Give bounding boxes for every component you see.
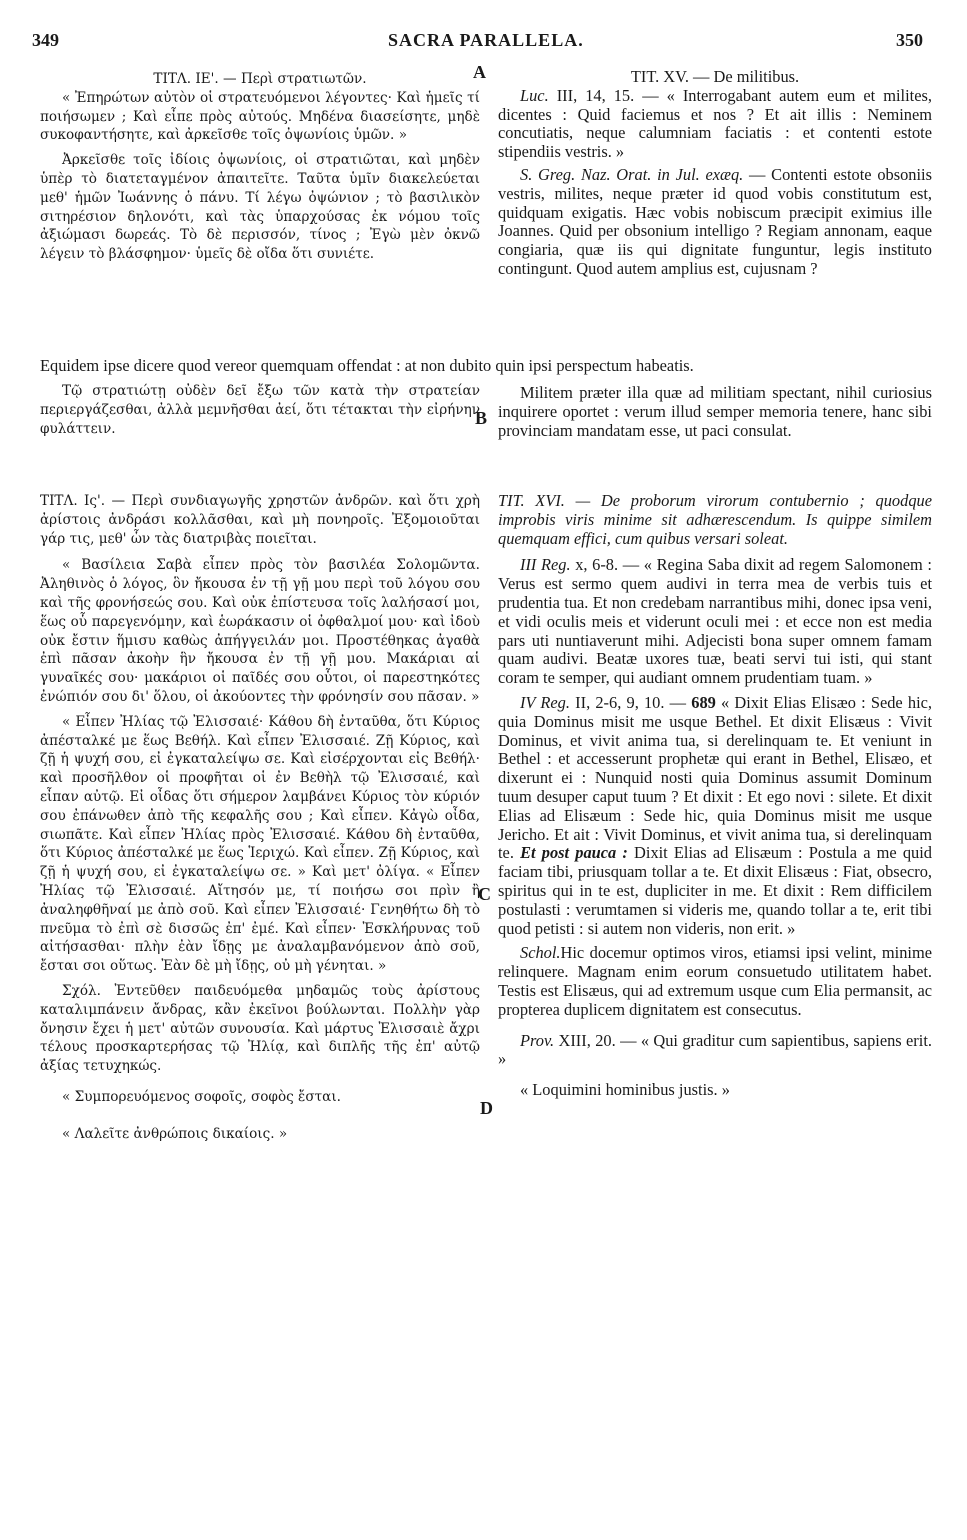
latin-elijah-text-a: « Dixit Elias Elisæo : Sede hic, quia Dominus misit me usque Bethel. Et dixit Elisæus : Vivit Dominus, et vivit anima tua, si derelinquam te. Et veniunt in Bethel : et accesserunt prophetæ qui erant in Bethel, Elisæo, et dixerunt ei : Nunquid nosti quia Dominus assumit Dominum tuum desuper caput tuum ? Et dixit : Et ego novi : silete. Et dixit Elias ad Elisæum : Sede hic, quia Dominus misit me usque Jericho. Et ait : Vivit Dominus, et vivit anima tua, si derelinquam te. xyxy=(498,692,933,863)
title-16-greek: ΤΙΤΛ. Ις'. — Περὶ συνδιαγωγῆς χρηστῶν ἀνδρῶν. καὶ ὅτι χρὴ ἀρίστοις ἀνδράσι κολλᾶσθαι, καὶ μὴ πονηροῖς. Ἐξομοιοῦται γάρ τις, μεθ' ὧν τὰς διατριβὰς ποιεῖται. xyxy=(40,493,480,547)
latin-proverb xyxy=(498,1032,932,1070)
latin-sheba-text: — « Regina Saba dixit ad regem Salomonem : Verus est sermo quem audivi in terra mea de verbis tuis et prudentia tua. Et non credebam narrantibus mihi, donec ipsa veni, et vidi oculis meis et viderunt oculi mei : et ecce non est media pars uti nuntiaverunt mihi. Adjecisti bona super omnem famam quam audivi. Beatæ uxores tuæ, beati servi tui isti, qui stant coram te semper, qui audiant omnem prudentiam tuam. » xyxy=(498,555,932,688)
ref-4-reg-num: II, 2-6, 9, 10. — xyxy=(575,692,687,712)
ref-luke: Luc. xyxy=(520,85,549,105)
latin-luke-text: — « Interrogabant autem eum et milites, dicentes : Quid faciemus et nos ? Et ait illis : Neminem concutiatis, neque calumniam faciatis : et contenti estote stipendiis vestris. » xyxy=(498,85,932,162)
margin-marker-a: A xyxy=(473,62,486,82)
greek-proverb: « Συμπορευόμενος σοφοῖς, σοφὸς ἔσται. xyxy=(62,1088,341,1105)
latin-gregory-text: — Contenti estote obsoniis vestris, milites, neque præter id quod vobis constitutum est, quidquam exigatis. Hæc vobis nobiscum præcipit eximius ille Joannes. Quid per obsonium intelligo ? Regiam annonam, eaque congiaria, quæ iis qui dignitate funguntur, legis instituto contingunt. Quod autem amplius est, cujusnam ? xyxy=(498,164,932,278)
latin-soldier-passage: Militem præter illa quæ ad militiam spectant, nihil curiosius inquirere oportet : verum illud semper memoria tenere, hanc sibi provinciam mandatam esse, ut paci consulat. xyxy=(498,383,932,440)
latin-elijah-elisha xyxy=(498,694,932,938)
margin-marker-c: C xyxy=(478,884,491,904)
column-number-689: 689 xyxy=(691,692,716,712)
latin-scholion-text: Hic docemur optimos viros, etiamsi ipsi velint, minime relinquere. Magnam enim eorum consuetudo utilitatem habet. Testis est Elisæus, qui ad extremum usque cum Elia permansit, ac propterea duplicem dignitatem est consecutus. xyxy=(498,943,932,1019)
title-15-greek: ΤΙΤΛ. ΙΕ'. — Περὶ στρατιωτῶν. xyxy=(153,71,367,87)
title-15-greek-block xyxy=(40,70,480,264)
ref-prov-num: XIII, 20. xyxy=(558,1030,616,1050)
greek-elijah-elisha: « Εἶπεν Ἠλίας τῷ Ἐλισσαιέ· Κάθου δὴ ἐνταῦθα, ὅτι Κύριος ἀπέσταλκέ με ἕως Βεθήλ. Καὶ εἶπεν Ἐλισσαιέ. Ζῇ Κύριος, καὶ ζῇ ἡ ψυχή σου, εἰ ἐγκαταλείψω σε. Καὶ εἰσέρχονται εἰς Βεθήλ· καὶ προσῆλθον οἱ προφῆται οἱ ἐν Βεθὴλ τῷ Ἐλισσαιέ, καὶ εἶπαν αὐτῷ. Εἰ οἶδας ὅτι σήμερον λαμβάνει Κύριος τὸν κύριόν σου ἐπάνωθεν ἀπὸ τῆς κεφαλῆς σου ; Καὶ εἶπεν. Κἀγὼ οἶδα, σιωπᾶτε. Καὶ εἶπεν Ἠλίας πρὸς Ἐλισσαιέ. Κάθου δὴ ἐνταῦθα, ὅτι Κύριος ἀπέσταλκέ με ἕως Ἱεριχώ. Καὶ εἶπεν. Ζῇ Κύριος, καὶ ζῇ ἡ ψυχή σου, εἰ ἐγκαταλείψω σε. » Καὶ μετ' ὀλίγα. « Εἶπεν Ἠλίας τῷ Ἐλισσαιέ. Αἴτησόν με, τί ποιήσω σοι πρὶν ἢ ἀναληφθῆναί με ἀπὸ σοῦ. Καὶ εἶπεν Ἐλισσαιέ· Γενηθήτω δὴ τὸ πνεῦμα τὸ ἐπὶ σὲ δισσῶς ἐπ' ἐμέ. Καὶ εἶπεν· Ἐσκλήρυνας τοῦ αἰτήσασθαι· πλὴν ἐὰν ἴδῃς με ἀναλαμβανόμενον ἀπὸ σοῦ, ἔσται σοι οὕτως. Ἐὰν δὲ μὴ ἴδῃς, οὐ μὴ γένηται. » xyxy=(40,713,480,975)
margin-marker-b: B xyxy=(475,408,488,428)
greek-soldier-passage: Τῷ στρατιώτῃ οὐδὲν δεῖ ἔξω τῶν κατὰ τὴν στρατείαν περιεργάζεσθαι, ἀλλὰ μεμνῆσθαι ἀεί, ὅτι τέτακται τὴν εἰρήνην φυλάττειν. xyxy=(40,383,480,437)
greek-queen-sheba: « Βασίλεια Σαβὰ εἶπεν πρὸς τὸν βασιλέα Σολομῶντα. Ἀληθινὸς ὁ λόγος, ὃν ἤκουσα ἐν τῇ γῇ μου περὶ τοῦ λόγου σου καὶ τῆς φρονήσεώς σου. Καὶ οὐκ ἐπίστευσα τοῖς λαλήσασί μοι, ἕως οὗ παρεγενόμην, καὶ ἑωράκασιν οἱ ὀφθαλμοί μου· καὶ ἰδοὺ οὐκ ἔστιν ἥμισυ καθὼς ἀπήγγειλάν μοι. Προστέθηκας ἀγαθὰ ἐπὶ πᾶσαν ἀκοὴν ἣν ἤκουσα ἐν τῇ γῇ μου. Μακάριαι αἱ γυναῖκές σου· μακάριοι οἱ παῖδές σου οὗτοι, οἱ παρεστηκότες ἐνώπιόν σου δι' ὅλου, οἱ ἀκούοντες τὴν φρόνησίν σου πᾶσαν. » xyxy=(40,557,480,705)
title-16-greek-block xyxy=(40,492,480,1144)
greek-soldier-passage-block xyxy=(40,382,480,438)
title-16-latin-block xyxy=(498,492,932,1100)
title-15-latin: TIT. XV. — De militibus. xyxy=(630,67,800,86)
ref-prov: Prov. xyxy=(520,1030,555,1050)
title-15-latin-block xyxy=(498,68,932,279)
page-number-left: 349 xyxy=(32,30,59,50)
title-16-latin-text: TIT. XVI. — De proborum virorum contubernio ; quodque improbis viris minime sit adhærescendum. Is quippe similem quemquam effici, cum quibus versari soleat. xyxy=(498,491,932,548)
latin-elijah-text-b: Dixit Elias ad Elisæum : Postula a me quid faciam tibi, priusquam tollar a te. Et dixit Elisæus : Fiat, obsecro, spiritus qui in te est, dupliciter in me. Et dixit : Rem difficilem postulasti : verumtamen si videris me, quando tollar a te, erit tibi quod petisti : si autem non videris, non erit. » xyxy=(498,843,932,938)
page-number-right: 350 xyxy=(896,30,923,50)
ref-4-reg: IV Reg. xyxy=(520,692,570,712)
latin-final-quote: « Loquimini hominibus justis. » xyxy=(520,1080,730,1100)
full-width-line: Equidem ipse dicere quod vereor quemquam offendat : at non dubito quin ipsi perspectum habeatis. xyxy=(40,356,694,375)
et-post-pauca: Et post pauca : xyxy=(520,843,628,863)
ref-gregory: S. Greg. Naz. Orat. in Jul. exæq. xyxy=(520,164,744,184)
greek-final-quote: « Λαλεῖτε ἀνθρώποις δικαίοις. » xyxy=(62,1125,288,1142)
latin-proverb-text: — « Qui graditur cum sapientibus, sapiens erit. » xyxy=(498,1030,932,1069)
margin-marker-d: D xyxy=(480,1098,493,1118)
latin-soldier-passage-block xyxy=(498,384,932,440)
greek-quote-luke: « Ἐπηρώτων αὐτὸν οἱ στρατευόμενοι λέγοντες· Καὶ ἡμεῖς τί ποιήσωμεν ; Καὶ εἶπε πρὸς αὐτούς. Μηδένα διασείσητε, μηδὲ συκοφαντήσητε, καὶ ἀρκεῖσθε τοῖς ὀψωνίοις ὑμῶν. » xyxy=(40,89,480,144)
ref-luke-num: III, 14, 15. xyxy=(556,85,635,105)
ref-3-reg: III Reg. xyxy=(520,555,571,575)
latin-queen-sheba xyxy=(498,556,932,688)
latin-quote-luke xyxy=(498,87,932,162)
ref-3-reg-num: x, 6-8. xyxy=(575,555,619,575)
title-16-latin xyxy=(498,492,932,548)
greek-gregory-passage: Ἀρκεῖσθε τοῖς ἰδίοις ὀψωνίοις, οἱ στρατιῶται, καὶ μηδὲν ὑπὲρ τὸ διατεταγμένον ἀπαιτεῖτε. Ταῦτα ὑμῖν διακελεύεται μεθ' ἡμῶν Ἰωάννης ὁ πάνυ. Τί λέγω ὀψώνιον ; τὸ βασιλικὸν σιτηρέσιον δηλονότι, καὶ τὰς ὑπαρχούσας ἐκ νόμου τοῖς ἀξιώμασι δωρεάς. Τὸ δὲ περισσόν, τίνος ; Ἐγὼ μὲν ὀκνῶ λέγειν τὸ βλάσφημον· ὑμεῖς δὲ οἴδα ὅτι συνιέτε. xyxy=(40,152,480,263)
ref-schol: Schol. xyxy=(520,943,561,963)
latin-gregory-passage xyxy=(498,166,932,279)
running-title: SACRA PARALLELA. xyxy=(388,30,584,50)
latin-scholion xyxy=(498,944,932,1019)
greek-scholion: Σχόλ. Ἐντεῦθεν παιδευόμεθα μηδαμῶς τοὺς ἀρίστους καταλιμπάνειν ἄνδρας, κἂν ἐκεῖνοι βούλωνται. Πολλὴν γὰρ ὄνησιν ἔχει ἡ μετ' αὐτῶν συνουσία. Καὶ μάρτυς Ἐλισσαιὲ ἄχρι τέλους προσκαρτερήσας τῷ Ἠλίᾳ, καὶ διπλῆς τῆς ἐπ' αὐτῷ ἀξίας τετυχηκώς. xyxy=(40,982,480,1075)
